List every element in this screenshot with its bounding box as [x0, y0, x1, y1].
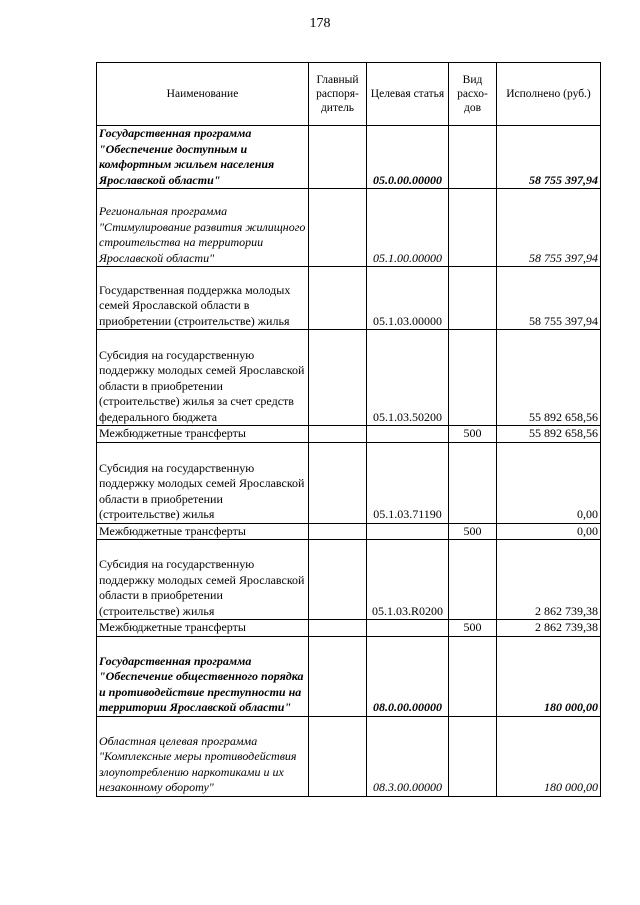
table-row — [97, 620, 601, 637]
cell-kind — [449, 330, 497, 426]
cell-target: 05.0.00.00000 — [367, 126, 449, 189]
cell-name: Межбюджетные трансферты — [97, 523, 309, 540]
header-name: Наименование — [97, 63, 309, 126]
cell-amount: 58 755 397,94 — [497, 267, 601, 330]
cell-manager — [309, 620, 367, 637]
cell-manager — [309, 426, 367, 443]
cell-amount: 58 755 397,94 — [497, 189, 601, 267]
cell-kind — [449, 540, 497, 620]
cell-name: Межбюджетные трансферты — [97, 426, 309, 443]
cell-name: Субсидия на государственную поддержку молодых семей Ярославской области в приобретении (строительстве) жилья за счет средств федерального бюджета — [97, 330, 309, 426]
cell-manager — [309, 540, 367, 620]
cell-name: Государственная программа "Обеспечение доступным и комфортным жильем населения Ярославской области" — [97, 126, 309, 189]
cell-kind — [449, 189, 497, 267]
table-row — [97, 267, 601, 330]
header-target: Целевая статья — [367, 63, 449, 126]
cell-name: Межбюджетные трансферты — [97, 620, 309, 637]
cell-name: Субсидия на государственную поддержку молодых семей Ярославской области в приобретении (строительстве) жилья — [97, 540, 309, 620]
cell-name: Региональная программа "Стимулирование развития жилищного строительства на территории Ярославской области" — [97, 189, 309, 267]
cell-kind: 500 — [449, 523, 497, 540]
cell-manager — [309, 636, 367, 716]
cell-amount: 2 862 739,38 — [497, 540, 601, 620]
cell-kind: 500 — [449, 620, 497, 637]
page-number: 178 — [309, 16, 331, 31]
cell-amount: 2 862 739,38 — [497, 620, 601, 637]
cell-manager — [309, 716, 367, 796]
table-row — [97, 636, 601, 716]
cell-amount: 55 892 658,56 — [497, 426, 601, 443]
cell-kind — [449, 716, 497, 796]
cell-target: 08.0.00.00000 — [367, 636, 449, 716]
cell-amount: 0,00 — [497, 442, 601, 523]
cell-target — [367, 523, 449, 540]
cell-target: 08.3.00.00000 — [367, 716, 449, 796]
table-header-row — [97, 63, 601, 126]
cell-name: Субсидия на государственную поддержку молодых семей Ярославской области в приобретении (строительстве) жилья — [97, 442, 309, 523]
header-kind: Вид расхо-дов — [449, 63, 497, 126]
cell-name: Государственная программа "Обеспечение общественного порядка и противодействие преступности на территории Ярославской области" — [97, 636, 309, 716]
cell-amount: 58 755 397,94 — [497, 126, 601, 189]
cell-name: Областная целевая программа "Комплексные меры противодействия злоупотреблению наркотиками и их незаконному обороту" — [97, 716, 309, 796]
cell-kind — [449, 267, 497, 330]
cell-target: 05.1.00.00000 — [367, 189, 449, 267]
cell-target: 05.1.03.50200 — [367, 330, 449, 426]
cell-manager — [309, 189, 367, 267]
cell-target — [367, 426, 449, 443]
header-amount: Исполнено (руб.) — [497, 63, 601, 126]
cell-manager — [309, 442, 367, 523]
cell-manager — [309, 126, 367, 189]
cell-manager — [309, 330, 367, 426]
table-row — [97, 523, 601, 540]
cell-name: Государственная поддержка молодых семей Ярославской области в приобретении (строительстве) жилья — [97, 267, 309, 330]
cell-amount: 180 000,00 — [497, 636, 601, 716]
cell-amount: 0,00 — [497, 523, 601, 540]
cell-target: 05.1.03.R0200 — [367, 540, 449, 620]
cell-kind — [449, 126, 497, 189]
cell-target — [367, 620, 449, 637]
table-row — [97, 426, 601, 443]
table-row — [97, 716, 601, 796]
table-row — [97, 540, 601, 620]
cell-target: 05.1.03.71190 — [367, 442, 449, 523]
budget-table — [96, 62, 601, 797]
cell-kind — [449, 442, 497, 523]
table-row — [97, 442, 601, 523]
table-row — [97, 189, 601, 267]
header-manager: Главный распоря-дитель — [309, 63, 367, 126]
table-row — [97, 330, 601, 426]
cell-amount: 55 892 658,56 — [497, 330, 601, 426]
table-row — [97, 126, 601, 189]
cell-kind — [449, 636, 497, 716]
cell-manager — [309, 523, 367, 540]
cell-manager — [309, 267, 367, 330]
cell-kind: 500 — [449, 426, 497, 443]
table-body — [97, 126, 601, 797]
cell-target: 05.1.03.00000 — [367, 267, 449, 330]
cell-amount: 180 000,00 — [497, 716, 601, 796]
